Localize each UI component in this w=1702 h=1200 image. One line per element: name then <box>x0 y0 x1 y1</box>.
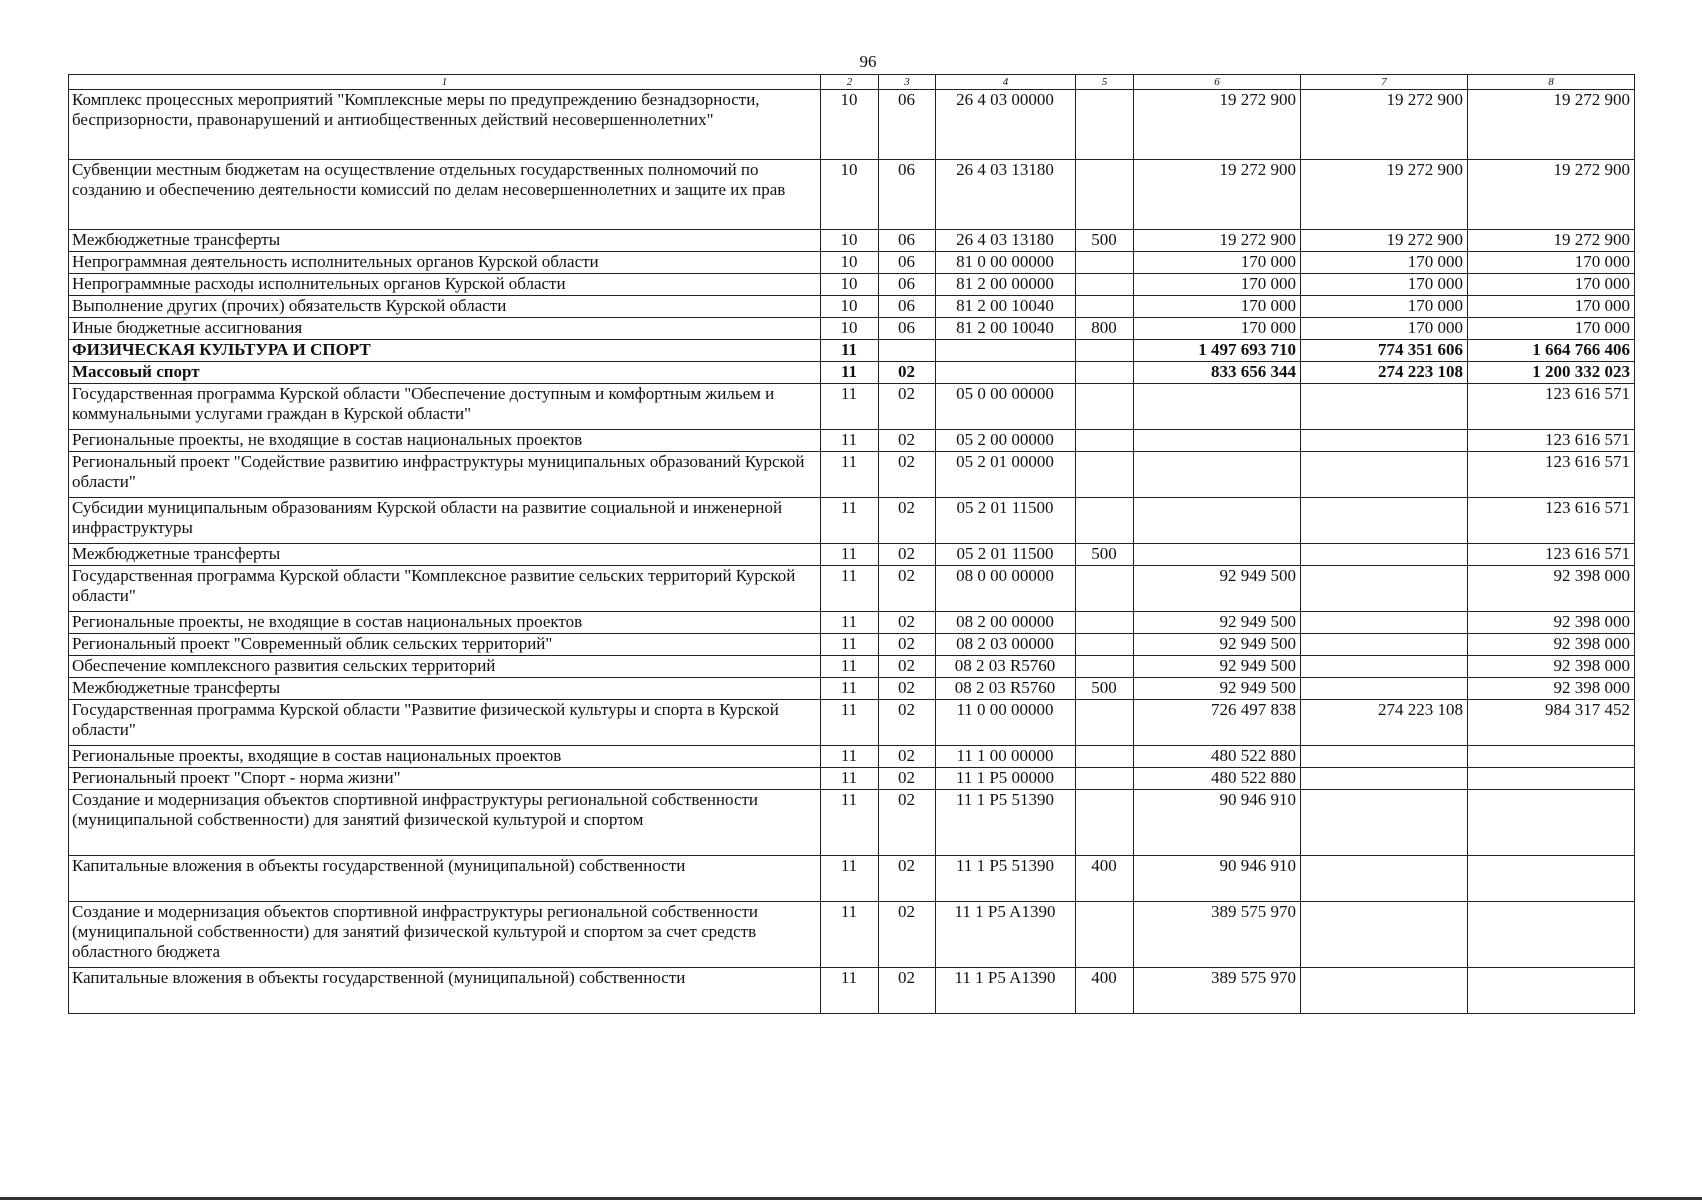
table-row <box>69 230 1635 252</box>
table-cell-amount-6: 90 946 910 <box>1134 856 1301 902</box>
table-row <box>69 678 1635 700</box>
table-row <box>69 790 1635 856</box>
table-cell-subsection: 02 <box>879 634 936 656</box>
table-cell-expense-type <box>1076 790 1134 856</box>
table-cell-subsection: 02 <box>879 968 936 1014</box>
table-cell-amount-7: 170 000 <box>1301 296 1468 318</box>
table-cell-section: 11 <box>821 340 879 362</box>
table-cell-section: 11 <box>821 678 879 700</box>
table-cell-section: 11 <box>821 566 879 612</box>
table-cell-expense-type <box>1076 252 1134 274</box>
table-cell-amount-6: 19 272 900 <box>1134 230 1301 252</box>
table-cell-amount-6: 833 656 344 <box>1134 362 1301 384</box>
table-cell-target-article: 26 4 03 13180 <box>936 230 1076 252</box>
table-cell-target-article: 05 2 01 00000 <box>936 452 1076 498</box>
column-number: 8 <box>1468 75 1635 90</box>
table-cell-amount-6: 92 949 500 <box>1134 656 1301 678</box>
table-cell-target-article: 08 2 00 00000 <box>936 612 1076 634</box>
table-row <box>69 498 1635 544</box>
table-body <box>69 90 1635 1014</box>
table-cell-amount-8 <box>1468 768 1635 790</box>
table-row <box>69 612 1635 634</box>
table-cell-expense-type: 400 <box>1076 968 1134 1014</box>
table-cell-expense-type <box>1076 90 1134 160</box>
table-cell-section: 11 <box>821 968 879 1014</box>
table-cell-amount-7: 170 000 <box>1301 274 1468 296</box>
table-cell-amount-6: 389 575 970 <box>1134 968 1301 1014</box>
table-cell-subsection: 02 <box>879 656 936 678</box>
table-cell-amount-6: 90 946 910 <box>1134 790 1301 856</box>
table-cell-name: Капитальные вложения в объекты государственной (муниципальной) собственности <box>69 856 821 902</box>
table-cell-name: Региональный проект "Современный облик сельских территорий" <box>69 634 821 656</box>
table-cell-name: Региональный проект "Содействие развитию инфраструктуры муниципальных образований Курской области" <box>69 452 821 498</box>
table-cell-subsection: 02 <box>879 430 936 452</box>
table-cell-amount-6 <box>1134 498 1301 544</box>
table-row <box>69 452 1635 498</box>
table-cell-amount-7 <box>1301 544 1468 566</box>
table-cell-amount-8: 19 272 900 <box>1468 160 1635 230</box>
table-cell-subsection: 02 <box>879 362 936 384</box>
table-cell-amount-7: 170 000 <box>1301 252 1468 274</box>
table-cell-target-article: 11 1 P5 A1390 <box>936 968 1076 1014</box>
table-cell-amount-6: 1 497 693 710 <box>1134 340 1301 362</box>
table-row <box>69 856 1635 902</box>
table-cell-amount-7 <box>1301 498 1468 544</box>
table-cell-amount-8 <box>1468 902 1635 968</box>
table-cell-amount-8: 984 317 452 <box>1468 700 1635 746</box>
table-cell-name: Региональные проекты, не входящие в состав национальных проектов <box>69 430 821 452</box>
table-cell-target-article: 26 4 03 00000 <box>936 90 1076 160</box>
table-cell-subsection: 02 <box>879 746 936 768</box>
table-cell-expense-type <box>1076 430 1134 452</box>
table-cell-name: Межбюджетные трансферты <box>69 230 821 252</box>
table-cell-name: Создание и модернизация объектов спортивной инфраструктуры региональной собственности (муниципальной собственности) для занятий физической культурой и спортом <box>69 790 821 856</box>
table-row <box>69 544 1635 566</box>
table-cell-target-article: 08 2 03 R5760 <box>936 656 1076 678</box>
table-cell-target-article: 08 2 03 R5760 <box>936 678 1076 700</box>
table-cell-amount-8: 92 398 000 <box>1468 678 1635 700</box>
table-cell-expense-type <box>1076 274 1134 296</box>
table-cell-name: Выполнение других (прочих) обязательств Курской области <box>69 296 821 318</box>
table-cell-amount-6: 480 522 880 <box>1134 768 1301 790</box>
table-cell-amount-6 <box>1134 430 1301 452</box>
table-cell-amount-6: 389 575 970 <box>1134 902 1301 968</box>
table-cell-amount-7: 774 351 606 <box>1301 340 1468 362</box>
table-row <box>69 968 1635 1014</box>
table-cell-subsection: 06 <box>879 252 936 274</box>
table-cell-target-article <box>936 362 1076 384</box>
table-cell-target-article: 08 0 00 00000 <box>936 566 1076 612</box>
table-cell-name: Субвенции местным бюджетам на осуществление отдельных государственных полномочий по созданию и обеспечению деятельности комиссий по делам несовершеннолетних и защите их прав <box>69 160 821 230</box>
table-cell-expense-type <box>1076 296 1134 318</box>
table-cell-amount-8: 1 200 332 023 <box>1468 362 1635 384</box>
table-cell-section: 10 <box>821 318 879 340</box>
table-cell-amount-7: 19 272 900 <box>1301 230 1468 252</box>
table-cell-subsection: 02 <box>879 566 936 612</box>
table-cell-amount-6 <box>1134 544 1301 566</box>
table-cell-section: 10 <box>821 160 879 230</box>
table-cell-amount-8: 170 000 <box>1468 274 1635 296</box>
table-row <box>69 746 1635 768</box>
table-cell-target-article: 81 0 00 00000 <box>936 252 1076 274</box>
table-row <box>69 430 1635 452</box>
table-cell-amount-6 <box>1134 384 1301 430</box>
table-cell-amount-7 <box>1301 746 1468 768</box>
column-number-row <box>69 75 1635 90</box>
table-cell-name: Региональный проект "Спорт - норма жизни" <box>69 768 821 790</box>
table-cell-section: 11 <box>821 452 879 498</box>
table-cell-subsection: 02 <box>879 768 936 790</box>
table-cell-amount-6: 480 522 880 <box>1134 746 1301 768</box>
table-cell-name: Капитальные вложения в объекты государственной (муниципальной) собственности <box>69 968 821 1014</box>
table-cell-subsection: 02 <box>879 544 936 566</box>
table-cell-name: Межбюджетные трансферты <box>69 544 821 566</box>
table-cell-amount-8: 19 272 900 <box>1468 230 1635 252</box>
table-row <box>69 90 1635 160</box>
table-cell-section: 11 <box>821 902 879 968</box>
table-cell-amount-8 <box>1468 968 1635 1014</box>
table-cell-section: 11 <box>821 656 879 678</box>
table-cell-amount-7 <box>1301 968 1468 1014</box>
table-cell-name: Региональные проекты, не входящие в состав национальных проектов <box>69 612 821 634</box>
table-cell-target-article: 26 4 03 13180 <box>936 160 1076 230</box>
table-cell-amount-7 <box>1301 790 1468 856</box>
table-cell-amount-6: 170 000 <box>1134 252 1301 274</box>
table-cell-amount-6: 92 949 500 <box>1134 566 1301 612</box>
table-cell-amount-8: 19 272 900 <box>1468 90 1635 160</box>
table-row <box>69 768 1635 790</box>
table-cell-expense-type <box>1076 362 1134 384</box>
table-cell-target-article <box>936 340 1076 362</box>
table-cell-subsection: 02 <box>879 678 936 700</box>
table-row <box>69 384 1635 430</box>
table-cell-target-article: 81 2 00 10040 <box>936 318 1076 340</box>
table-cell-amount-6 <box>1134 452 1301 498</box>
table-cell-name: Региональные проекты, входящие в состав национальных проектов <box>69 746 821 768</box>
table-cell-expense-type <box>1076 384 1134 430</box>
table-cell-amount-7 <box>1301 566 1468 612</box>
table-cell-expense-type <box>1076 160 1134 230</box>
table-cell-section: 11 <box>821 362 879 384</box>
table-cell-section: 11 <box>821 430 879 452</box>
table-cell-section: 10 <box>821 90 879 160</box>
table-cell-name: Обеспечение комплексного развития сельских территорий <box>69 656 821 678</box>
table-cell-subsection: 06 <box>879 318 936 340</box>
table-cell-expense-type <box>1076 566 1134 612</box>
table-cell-amount-7 <box>1301 430 1468 452</box>
table-cell-amount-8: 123 616 571 <box>1468 544 1635 566</box>
table-cell-section: 11 <box>821 790 879 856</box>
table-row <box>69 274 1635 296</box>
table-cell-subsection <box>879 340 936 362</box>
table-cell-name: Комплекс процессных мероприятий "Комплексные меры по предупреждению безнадзорности, беспризорности, правонарушений и антиобщественных действий несовершеннолетних" <box>69 90 821 160</box>
table-cell-subsection: 02 <box>879 700 936 746</box>
column-number: 6 <box>1134 75 1301 90</box>
column-number: 4 <box>936 75 1076 90</box>
table-cell-section: 11 <box>821 498 879 544</box>
table-cell-expense-type: 500 <box>1076 230 1134 252</box>
table-cell-expense-type: 400 <box>1076 856 1134 902</box>
table-cell-expense-type <box>1076 340 1134 362</box>
table-cell-amount-7 <box>1301 856 1468 902</box>
table-cell-section: 11 <box>821 634 879 656</box>
table-cell-amount-8: 123 616 571 <box>1468 384 1635 430</box>
table-cell-subsection: 06 <box>879 230 936 252</box>
table-cell-amount-7 <box>1301 902 1468 968</box>
table-cell-expense-type <box>1076 634 1134 656</box>
table-row <box>69 296 1635 318</box>
table-cell-expense-type <box>1076 612 1134 634</box>
column-number: 1 <box>69 75 821 90</box>
table-cell-name: Непрограммная деятельность исполнительных органов Курской области <box>69 252 821 274</box>
table-cell-target-article: 11 1 P5 00000 <box>936 768 1076 790</box>
table-row <box>69 340 1635 362</box>
table-cell-amount-8: 92 398 000 <box>1468 634 1635 656</box>
table-cell-target-article: 05 2 01 11500 <box>936 498 1076 544</box>
table-row <box>69 656 1635 678</box>
table-cell-amount-7: 19 272 900 <box>1301 90 1468 160</box>
table-cell-amount-8: 123 616 571 <box>1468 430 1635 452</box>
table-cell-name: Массовый спорт <box>69 362 821 384</box>
table-cell-section: 11 <box>821 746 879 768</box>
table-cell-amount-7: 274 223 108 <box>1301 700 1468 746</box>
table-cell-subsection: 06 <box>879 160 936 230</box>
table-cell-name: Государственная программа Курской области "Обеспечение доступным и комфортным жильем и коммунальными услугами граждан в Курской области" <box>69 384 821 430</box>
table-cell-section: 10 <box>821 230 879 252</box>
table-cell-expense-type <box>1076 656 1134 678</box>
table-cell-amount-7 <box>1301 612 1468 634</box>
table-cell-name: Иные бюджетные ассигнования <box>69 318 821 340</box>
table-cell-expense-type <box>1076 902 1134 968</box>
table-cell-amount-6: 726 497 838 <box>1134 700 1301 746</box>
table-cell-target-article: 11 1 P5 A1390 <box>936 902 1076 968</box>
budget-table <box>68 74 1635 1014</box>
table-cell-expense-type: 800 <box>1076 318 1134 340</box>
table-cell-target-article: 11 1 00 00000 <box>936 746 1076 768</box>
table-cell-target-article: 05 0 00 00000 <box>936 384 1076 430</box>
table-cell-expense-type <box>1076 700 1134 746</box>
table-row <box>69 362 1635 384</box>
table-cell-target-article: 05 2 01 11500 <box>936 544 1076 566</box>
table-cell-name: Субсидии муниципальным образованиям Курской области на развитие социальной и инженерной инфраструктуры <box>69 498 821 544</box>
table-cell-section: 10 <box>821 252 879 274</box>
table-cell-amount-6: 92 949 500 <box>1134 678 1301 700</box>
table-cell-section: 10 <box>821 296 879 318</box>
table-cell-amount-8 <box>1468 746 1635 768</box>
table-row <box>69 160 1635 230</box>
table-cell-subsection: 06 <box>879 296 936 318</box>
table-cell-amount-7: 274 223 108 <box>1301 362 1468 384</box>
table-cell-expense-type: 500 <box>1076 544 1134 566</box>
table-cell-target-article: 11 1 P5 51390 <box>936 790 1076 856</box>
table-cell-subsection: 02 <box>879 384 936 430</box>
table-cell-section: 10 <box>821 274 879 296</box>
table-cell-name: Государственная программа Курской области "Развитие физической культуры и спорта в Курской области" <box>69 700 821 746</box>
table-cell-expense-type <box>1076 498 1134 544</box>
table-cell-subsection: 06 <box>879 274 936 296</box>
table-cell-name: Государственная программа Курской области "Комплексное развитие сельских территорий Курской области" <box>69 566 821 612</box>
table-cell-target-article: 11 1 P5 51390 <box>936 856 1076 902</box>
table-cell-name: Создание и модернизация объектов спортивной инфраструктуры региональной собственности (муниципальной собственности) для занятий физической культурой и спортом за счет средств областного бюджета <box>69 902 821 968</box>
table-cell-subsection: 02 <box>879 498 936 544</box>
table-cell-section: 11 <box>821 768 879 790</box>
column-number: 5 <box>1076 75 1134 90</box>
table-row <box>69 700 1635 746</box>
table-cell-amount-6: 19 272 900 <box>1134 90 1301 160</box>
table-cell-expense-type: 500 <box>1076 678 1134 700</box>
table-cell-target-article: 81 2 00 10040 <box>936 296 1076 318</box>
table-cell-amount-6: 19 272 900 <box>1134 160 1301 230</box>
table-cell-section: 11 <box>821 612 879 634</box>
page-number: 96 <box>859 52 877 71</box>
table-row <box>69 318 1635 340</box>
table-cell-amount-8: 170 000 <box>1468 252 1635 274</box>
table-cell-subsection: 02 <box>879 790 936 856</box>
table-row <box>69 252 1635 274</box>
table-cell-subsection: 02 <box>879 612 936 634</box>
table-cell-amount-7 <box>1301 384 1468 430</box>
table-cell-amount-8: 92 398 000 <box>1468 566 1635 612</box>
table-cell-name: Непрограммные расходы исполнительных органов Курской области <box>69 274 821 296</box>
table-cell-amount-8: 1 664 766 406 <box>1468 340 1635 362</box>
table-cell-amount-8: 92 398 000 <box>1468 656 1635 678</box>
table-cell-target-article: 08 2 03 00000 <box>936 634 1076 656</box>
table-cell-section: 11 <box>821 384 879 430</box>
table-row <box>69 566 1635 612</box>
table-cell-amount-8: 123 616 571 <box>1468 452 1635 498</box>
table-cell-target-article: 11 0 00 00000 <box>936 700 1076 746</box>
table-cell-name: ФИЗИЧЕСКАЯ КУЛЬТУРА И СПОРТ <box>69 340 821 362</box>
table-cell-section: 11 <box>821 544 879 566</box>
table-cell-amount-7: 170 000 <box>1301 318 1468 340</box>
table-cell-amount-7: 19 272 900 <box>1301 160 1468 230</box>
table-cell-amount-7 <box>1301 634 1468 656</box>
table-cell-name: Межбюджетные трансферты <box>69 678 821 700</box>
table-cell-expense-type <box>1076 768 1134 790</box>
table-cell-subsection: 02 <box>879 902 936 968</box>
table-cell-subsection: 02 <box>879 452 936 498</box>
table-cell-amount-7 <box>1301 656 1468 678</box>
table-cell-amount-8: 170 000 <box>1468 296 1635 318</box>
table-cell-subsection: 02 <box>879 856 936 902</box>
column-number: 3 <box>879 75 936 90</box>
table-cell-amount-7 <box>1301 678 1468 700</box>
table-cell-subsection: 06 <box>879 90 936 160</box>
table-cell-target-article: 05 2 00 00000 <box>936 430 1076 452</box>
table-cell-amount-8: 123 616 571 <box>1468 498 1635 544</box>
table-row <box>69 902 1635 968</box>
table-row <box>69 634 1635 656</box>
table-cell-amount-8 <box>1468 790 1635 856</box>
table-cell-amount-7 <box>1301 452 1468 498</box>
table-cell-amount-6: 92 949 500 <box>1134 634 1301 656</box>
table-cell-section: 11 <box>821 856 879 902</box>
table-cell-amount-6: 92 949 500 <box>1134 612 1301 634</box>
table-cell-amount-8 <box>1468 856 1635 902</box>
table-cell-amount-6: 170 000 <box>1134 274 1301 296</box>
table-cell-target-article: 81 2 00 00000 <box>936 274 1076 296</box>
table-cell-amount-6: 170 000 <box>1134 318 1301 340</box>
table-cell-amount-8: 170 000 <box>1468 318 1635 340</box>
table-cell-amount-8: 92 398 000 <box>1468 612 1635 634</box>
table-cell-expense-type <box>1076 746 1134 768</box>
table-cell-expense-type <box>1076 452 1134 498</box>
table-cell-section: 11 <box>821 700 879 746</box>
column-number: 7 <box>1301 75 1468 90</box>
column-number: 2 <box>821 75 879 90</box>
table-cell-amount-7 <box>1301 768 1468 790</box>
table-cell-amount-6: 170 000 <box>1134 296 1301 318</box>
